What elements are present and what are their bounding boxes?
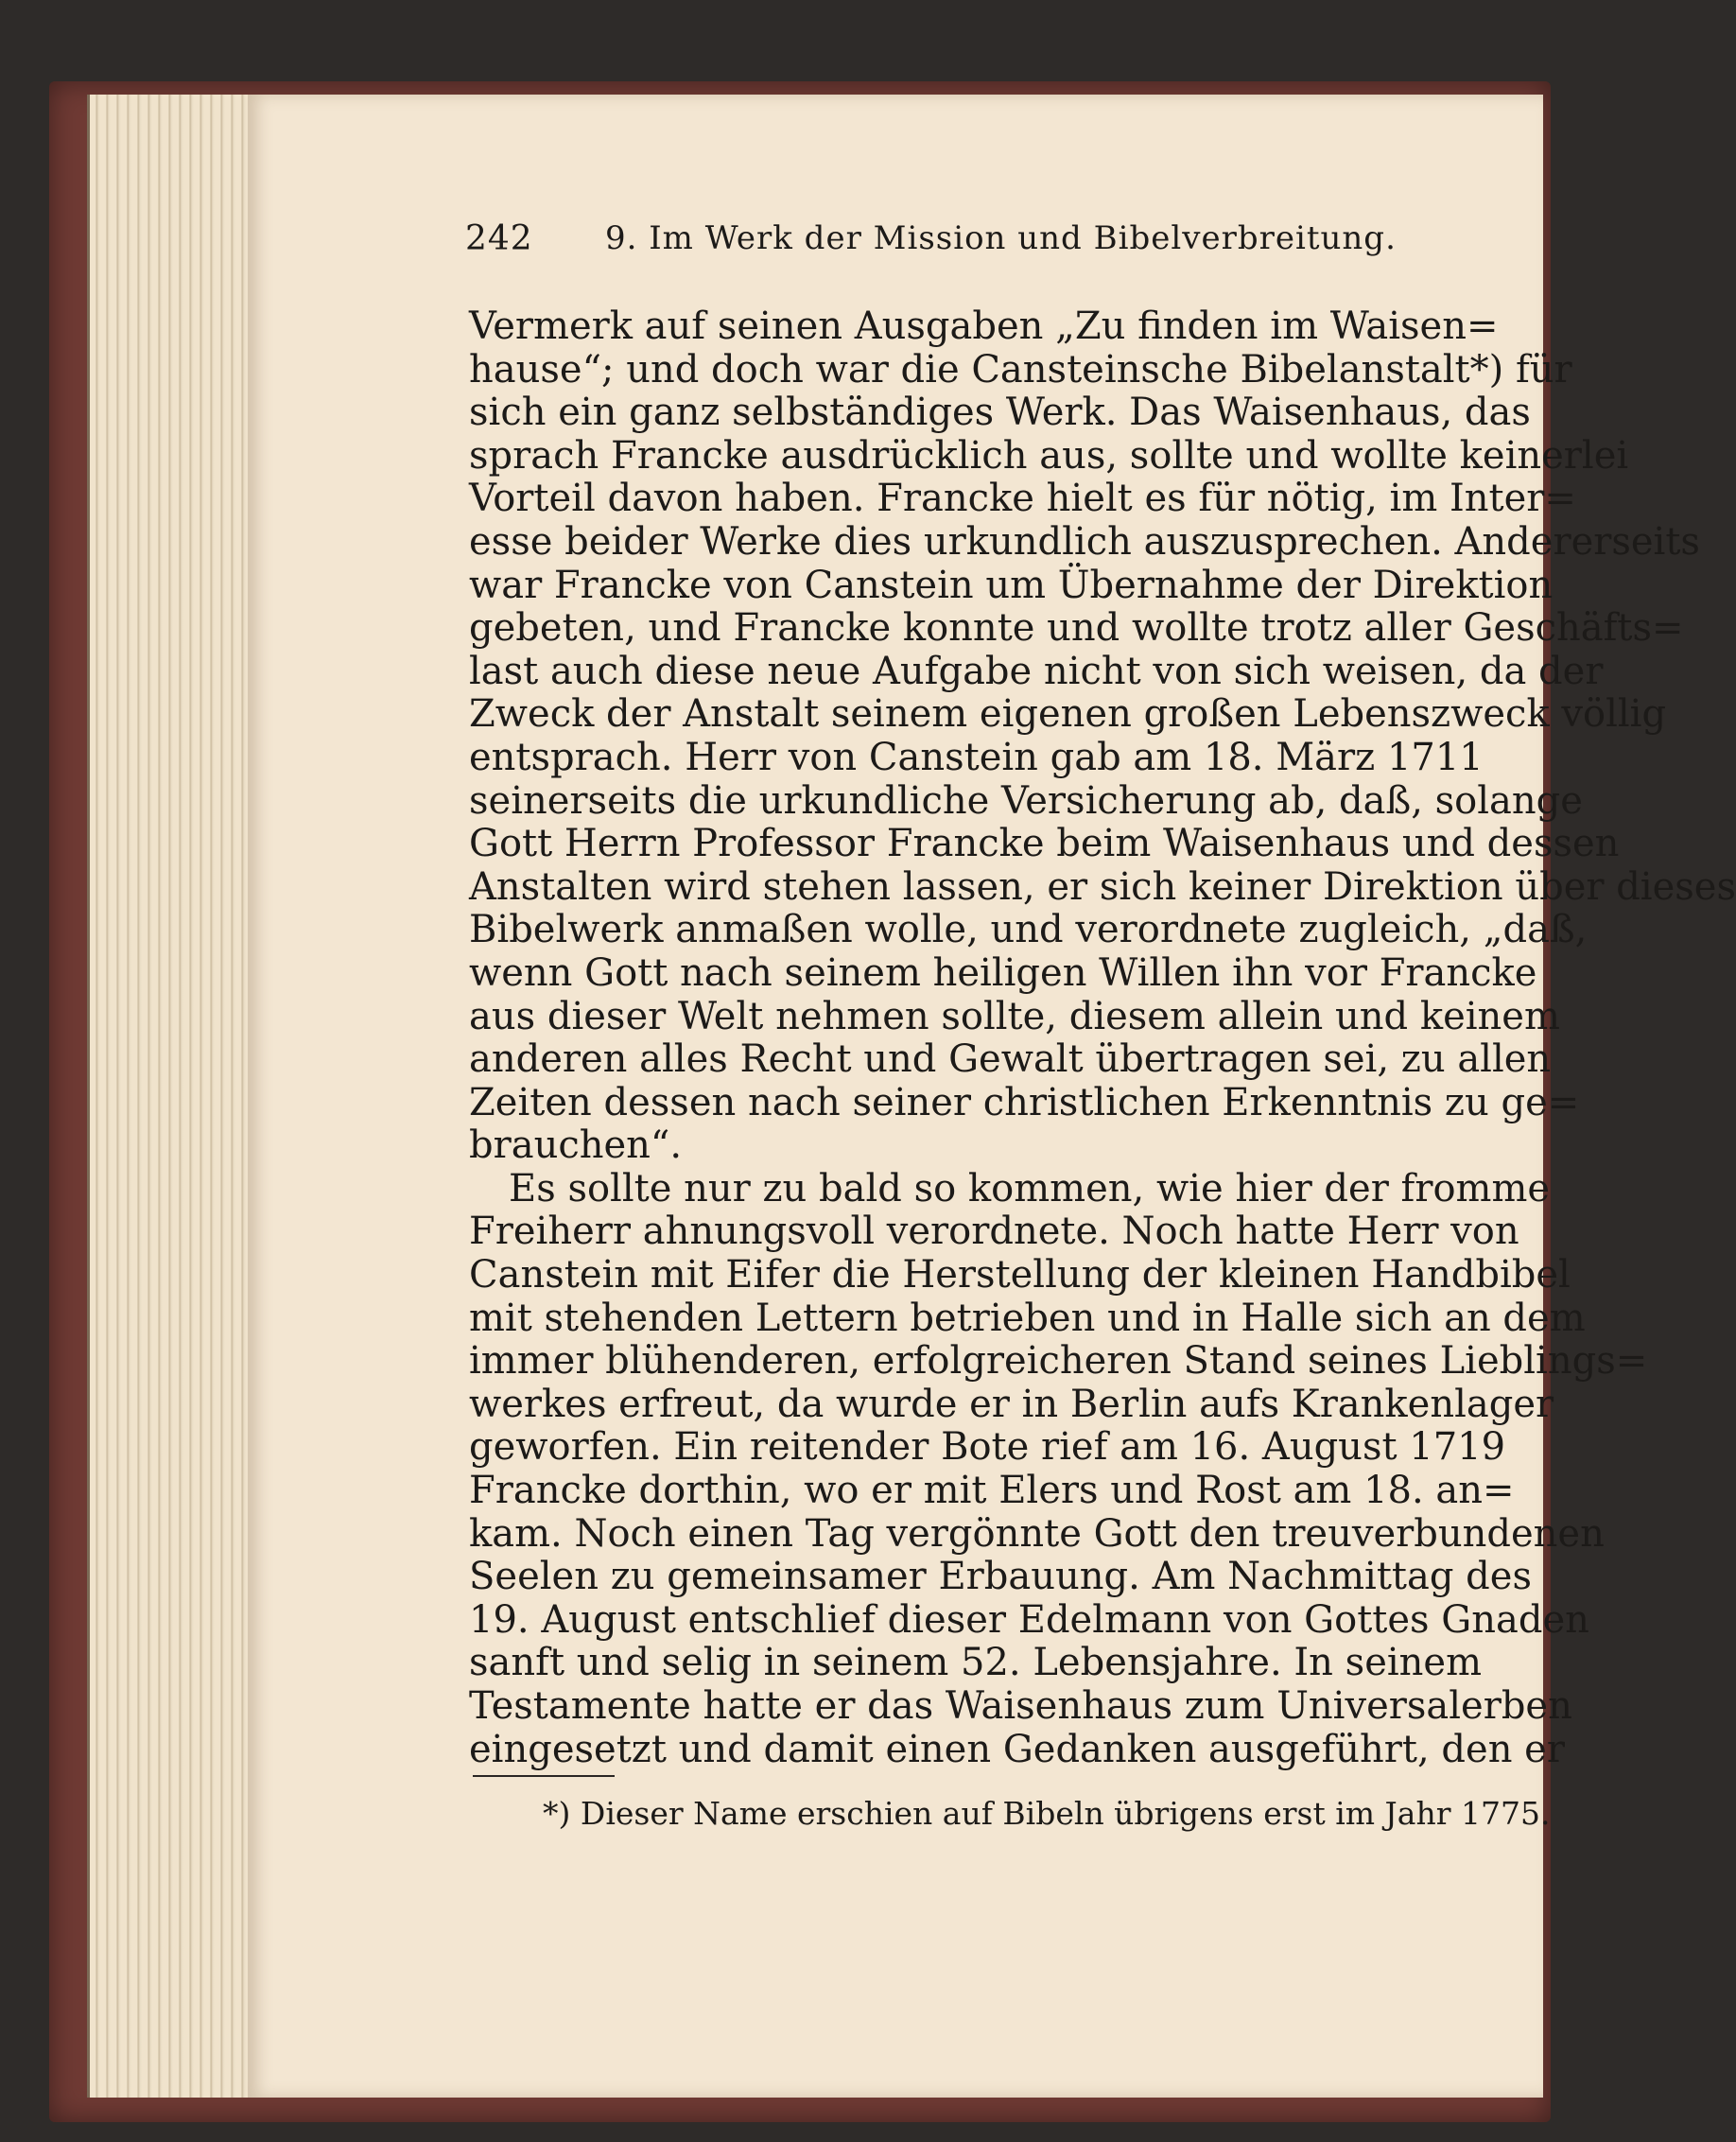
text-line: Francke dorthin, wo er mit Elers und Rost am 18. an=	[469, 1469, 1515, 1513]
text-line: esse beider Werke dies urkundlich auszusprechen. Andererseits	[469, 519, 1700, 564]
running-title: 9. Im Werk der Mission und Bibelverbreitung.	[605, 219, 1397, 257]
text-line: aus dieser Welt nehmen sollte, diesem allein und keinem	[469, 994, 1560, 1038]
text-line: Es sollte nur zu bald so kommen, wie hier der fromme	[509, 1166, 1551, 1210]
text-line: Vermerk auf seinen Ausgaben „Zu finden im Waisen=	[469, 305, 1499, 348]
text-line: Anstalten wird stehen lassen, er sich keiner Direktion über dieses	[469, 864, 1736, 909]
text-line: last auch diese neue Aufgabe nicht von sich weisen, da der	[469, 649, 1604, 693]
text-line: anderen alles Recht und Gewalt übertragen sei, zu allen	[469, 1037, 1552, 1082]
text-line: immer blühenderen, erfolgreicheren Stand seines Lieblings=	[469, 1339, 1648, 1384]
text-line: geworfen. Ein reitender Bote rief am 16. August 1719	[469, 1425, 1506, 1470]
text-line: gebeten, und Francke konnte und wollte trotz aller Geschäfts=	[469, 606, 1684, 651]
text-line: sich ein ganz selbständiges Werk. Das Waisenhaus, das	[469, 391, 1531, 435]
text-line: brauchen“.	[469, 1123, 683, 1168]
text-line: wenn Gott nach seinem heiligen Willen ihn vor Francke	[469, 950, 1537, 995]
text-line: Seelen zu gemeinsamer Erbauung. Am Nachmittag des	[469, 1555, 1532, 1599]
text-line: kam. Noch einen Tag vergönnte Gott den treuverbundenen	[469, 1511, 1605, 1556]
text-line: sanft und selig in seinem 52. Lebensjahre. In seinem	[469, 1641, 1483, 1685]
text-line: entsprach. Herr von Canstein gab am 18. März 1711	[469, 735, 1484, 779]
page-edges	[87, 95, 252, 2098]
text-line: 19. August entschlief dieser Edelmann von Gottes Gnaden	[469, 1597, 1589, 1642]
text-line: Bibelwerk anmaßen wolle, und verordnete zugleich, „daß,	[469, 908, 1588, 952]
text-line: mit stehenden Lettern betrieben und in Halle sich an dem	[469, 1296, 1586, 1340]
text-line: eingesetzt und damit einen Gedanken ausgeführt, den er	[469, 1727, 1565, 1771]
text-line: seinerseits die urkundliche Versicherung ab, daß, solange	[469, 778, 1583, 823]
text-line: Canstein mit Eifer die Herstellung der kleinen Handbibel	[469, 1253, 1571, 1297]
text-line: hause“; und doch war die Cansteinsche Bibelanstalt*) für	[469, 347, 1572, 392]
page-number: 242	[465, 219, 533, 258]
text-line: sprach Francke ausdrücklich aus, sollte und wollte keinerlei	[469, 433, 1629, 478]
text-line: Zweck der Anstalt seinem eigenen großen Lebenszweck völlig	[469, 692, 1667, 737]
body-text	[469, 305, 1736, 1771]
footnote-rule	[473, 1775, 615, 1777]
text-line: Zeiten dessen nach seiner christlichen Erkenntnis zu ge=	[469, 1080, 1580, 1124]
text-line: Freiherr ahnungsvoll verordnete. Noch hatte Herr von	[469, 1210, 1519, 1254]
text-line: Vorteil davon haben. Francke hielt es für nötig, im Inter=	[469, 477, 1576, 521]
text-line: werkes erfreut, da wurde er in Berlin aufs Krankenlager	[469, 1382, 1554, 1426]
text-line: war Francke von Canstein um Übernahme der Direktion	[469, 563, 1554, 607]
text-line: Testamente hatte er das Waisenhaus zum Universalerben	[469, 1684, 1572, 1728]
text-line: Gott Herrn Professor Francke beim Waisenhaus und dessen	[469, 822, 1620, 866]
page-header	[465, 219, 1430, 267]
footnote: *) Dieser Name erschien auf Bibeln übrigens erst im Jahr 1775.	[543, 1795, 1551, 1832]
